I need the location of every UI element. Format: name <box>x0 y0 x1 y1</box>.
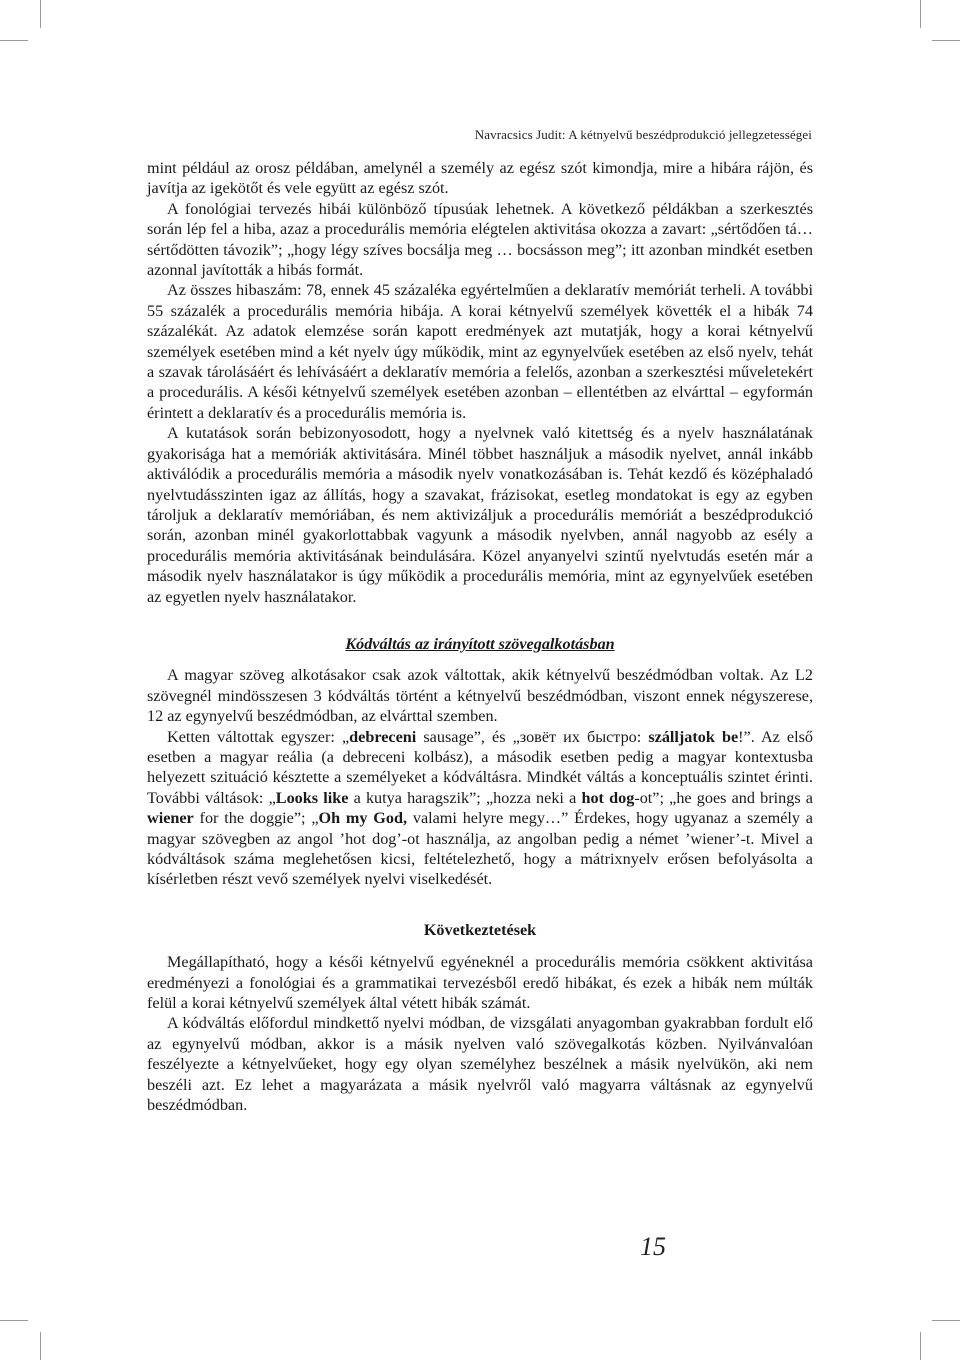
text-run: for the doggie”; „ <box>193 809 319 828</box>
text-run: !”. Az első esetben a magyar reália (a debreceni kolbász), a második esetben pedig a magyar kontextusba helyezett szituáció késztette a személyeket a kódváltásra. Mindkét váltás a konceptuális szintet érinti. További váltások: „ <box>147 727 813 807</box>
crop-mark-top-right <box>920 0 921 28</box>
bold-term: szálljatok be <box>648 727 739 746</box>
paragraph: A kutatások során bebizonyosodott, hogy a nyelvnek való kitettség és a nyelv használatának gyakorisága hat a memóriák aktivitására. Minél többet használjuk a második nyelvet, annál inkább aktiválódik a procedurális memória a második nyelv vonatkozásában is. Tehát kezdő és középhaladó nyelvtudásszinten igaz az állítás, hogy a szavakat, frázisokat, esetleg mondatokat is egy az egyben tároljuk a deklaratív memóriában, és nem aktivizáljuk a procedurális memóriát a beszédprodukció során, azonban minél gyakorlottabbak vagyunk a második nyelvben, annál nagyobb az esély a procedurális memória aktivitásának beindulására. Közel anyanyelvi szintű nyelvtudás esetén már a második nyelv használatakor is úgy működik a procedurális memória, mint az egynyelvűek esetében az egyetlen nyelv használatakor. <box>147 424 813 606</box>
text-run: a kutya haragszik”; „hozza neki a <box>348 788 582 807</box>
bold-term: wiener <box>147 809 194 828</box>
paragraph: Megállapítható, hogy a késői kétnyelvű egyéneknél a procedurális memória csökkent aktivitása eredményezi a fonológiai és a grammatikai tervezésből eredő hibákat, és ezek a hibák nem múlták felül a korai kétnyelvű személyek által vétett hibák számát. <box>147 953 813 1013</box>
text-run: Ketten váltottak egyszer: „ <box>167 727 350 746</box>
paragraph <box>147 727 813 890</box>
page-number: 15 <box>640 1232 666 1261</box>
crop-mark-right-top <box>932 40 960 41</box>
bold-term: Looks like <box>275 788 349 807</box>
paragraph: A fonológiai tervezés hibái különböző típusúak lehetnek. A következő példákban a szerkesztés során lép fel a hiba, azaz a procedurális memória elégtelen aktivitása okozza a zavart: „sértődően tá… sértődötten távozik”; „hogy légy szíves bocsálja meg … bocsásson meg”; itt azonban mindkét esetben azonnal javították a hibás formát. <box>147 199 813 280</box>
paragraph: mint például az orosz példában, amelynél a személy az egész szót kimondja, mire a hibára rájön, és javítja az igekötőt és vele együtt az egész szót. <box>147 159 813 198</box>
crop-mark-left-top <box>0 40 28 41</box>
text-run: valami helyre megy…” Érdekes, hogy ugyanaz a személy a magyar szövegben az angol ’hot dog’-ot használja, az angolban pedig a német ’wiener’-t. Mivel a kódváltások száma meglehetősen kicsi, feltételezhető, hogy a mátrixnyelv erősen befolyásolta a kísérletben részt vevő személyek nyelvi viselkedését. <box>147 809 813 889</box>
crop-mark-bottom-left <box>40 1332 41 1360</box>
crop-mark-top-left <box>40 0 41 28</box>
bold-term: debreceni <box>349 727 417 746</box>
bold-term: hot dog <box>581 788 635 807</box>
text-run: sausage”, és „зовёт их быстро: <box>416 727 649 746</box>
body-text <box>147 158 813 1115</box>
paragraph: A magyar szöveg alkotásakor csak azok váltottak, akik kétnyelvű beszédmódban voltak. Az L2 szövegnél mindösszesen 3 kódváltás történt a kétnyelvű beszédmódban, viszont ennek négyszerese, 12 az egynyelvű beszédmódban, az elvárttal szemben. <box>147 666 813 726</box>
section-heading-conclusions: Következtetések <box>423 920 537 939</box>
bold-term: Oh my God, <box>318 809 408 828</box>
paragraph: Az összes hibaszám: 78, ennek 45 százaléka egyértelműen a deklaratív memóriát terheli. A további 55 százalék a procedurális memória hibája. A korai kétnyelvű személyek követték el a hibák 74 százalékát. Az adatok elemzése során kapott eredmények azt mutatják, hogy a korai kétnyelvű személyek esetében mind a két nyelv úgy működik, mint az egynyelvűek esetében az első nyelv, tehát a szavak tárolásáért és lehívásáért a deklaratív memória a felelős, azonban a szerkesztési műveletekért a procedurális. A késői kétnyelvű személyek esetében azonban – ellentétben az elvárttal – egyformán érintett a deklaratív és a procedurális memória is. <box>147 281 813 422</box>
paragraph: A kódváltás előfordul mindkettő nyelvi módban, de vizsgálati anyagomban gyakrabban fordult elő az egynyelvű módban, akkor is a másik nyelven való szövegalkotás közben. Nyilvánvalóan feszélyezte a kétnyelvűeket, hogy egy olyan személyhez beszélnek a másik nyelvükön, aki nem beszéli azt. Ez lehet a magyarázata a másik nyelvről való magyarra váltásnak az egynyelvű beszédmódban. <box>147 1014 813 1115</box>
crop-mark-right-bottom <box>932 1320 960 1321</box>
section-heading-codeswitching: Kódváltás az irányított szövegalkotásban <box>345 634 615 653</box>
running-header: Navracsics Judit: A kétnyelvű beszédprodukció jellegzetességei <box>474 127 812 142</box>
text-run: -ot”; „he goes and brings a <box>634 788 813 807</box>
crop-mark-left-bottom <box>0 1320 28 1321</box>
crop-mark-bottom-right <box>920 1332 921 1360</box>
